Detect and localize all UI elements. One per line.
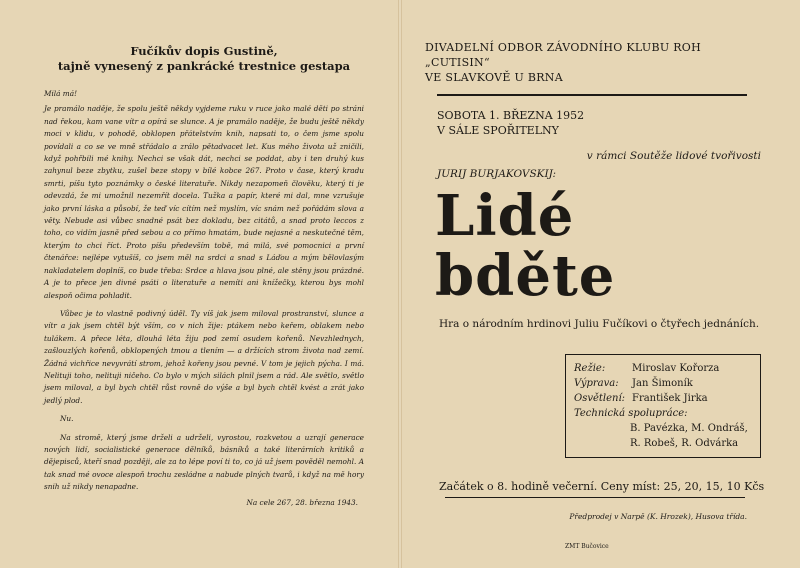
tech-names-line1: B. Pavézka, M. Ondráš,	[630, 423, 748, 434]
letter-body	[44, 88, 364, 494]
letter-paragraph-2: Vůbec je to vlastně podivný úděl. Ty víš jak jsem miloval prostranství, slunce a vítr a jak jsem chtěl být vším, co v nich žije: ptákem nebo keřem, oblakem nebo tulákem. A přece léta, dlouhá léta žiju pod zemí osudem kořenů. Nevzhlednych, zašlouzlých kořenů, obklopených tmou a tlením — a držících strom života nad zemí. Žádná vichřice nevyvrátí strom, jehož kořeny jsou pevné. V tom je jejich pýcha. I má. Nelituji toho, nelituji ničeho. Co bylo v mých silách plnil jsem a rád. Ale světlo, světlo jsem miloval, a byl bych chtěl růst rovně do výše a byl bych chtěl kvést a zrát jako jedlý plod.	[44, 308, 364, 405]
printer-mark: ZMT Bučovice	[565, 543, 609, 550]
playbill-page	[425, 40, 765, 550]
event-date: SOBOTA 1. BŘEZNA 1952	[437, 109, 585, 122]
page-fold	[398, 0, 402, 568]
tech-label: Technická spolupráce:	[574, 408, 688, 419]
tech-names-line2: R. Robeš, R. Odvárka	[630, 438, 739, 449]
credit-row	[574, 376, 752, 391]
divider-top	[437, 94, 747, 96]
organizer	[425, 40, 765, 85]
letter-title-line1: Fučíkův dopis Gustině,	[130, 44, 278, 58]
organizer-line2: VE SLAVKOVĚ U BRNA	[425, 71, 563, 84]
letter-paragraph-1: Je pramálo naděje, že spolu ještě někdy vyjdeme ruku v ruce jako malé děti po stráni nad řekou, kam vane vítr a opírá se slunce. A je pramálo naděje, že budu ještě někdy moci v klidu, v pohodě, obklopen přátelstvím knih, napsati to, o čem jsme spolu povídali a co se ve mně střádalo a zrálo pětadvacet let. Kus mého života už zničili, když pohřbili mé knihy. Nechci se však dát, nechci se poddat, aby i ten druhý kus zahynul beze zbytku, zušel beze stopy v bílé kobce 267. Proto v čase, který kradu smrti, píšu tyto poznámky o české literatuře. Nikdy nezapomeň člověku, který ti je odevzdá, že mi umožnil nezemřít docela. Tužka a papír, které mi dal, mne vzrušuje jako první láska a působí, že teď víc cítím než myslím, víc snám než pořádám slova a věty. Nebude asi vůbec snadné psát bez dokladu, bez citátů, a snad proto leccos z toho, co vidím jasně před sebou a co přímo hmatám, bude nejasné a neskutečné těm, kterým to chci říct. Proto píšu především tobě, má milá, své pomocnici a první čtenářce: nejlépe vytušíš, co jsem měl na srdci a snad s Láďou a mým bělovlasým nakladatelem doplníš, co bude třeba: Srdce a hlava jsou plné, ale stěny jsou prázdné. A je to přece jen divné psáti o literatuře a nemíti ani knížečky, kterou bys mohl alespoň očima pohladit.	[44, 104, 364, 300]
event-date-venue	[437, 108, 765, 138]
credit-role: Osvětlení:	[574, 393, 626, 404]
letter-paragraph-4: Na stromě, který jsme drželi a udrželi, vyrostou, rozkvetou a uzrají generace nových lidí, socialistické generace dělníků, básníků a také literárních kritiků a dějepisců, kteří snad později, ale za to lépe poví ti to, co já už jsem pověděl nemohl. A tak snad mé ovoce alespoň trochu zesládne a nabude plných tvarů, i když na mě hory snih už nikdy nenapadne.	[44, 432, 364, 492]
letter-paragraph-3: Nu.	[60, 414, 74, 424]
play-subtitle: Hra o národním hrdinovi Juliu Fučíkovi o čtyřech jednáních.	[439, 318, 760, 330]
presale-note: Předprodej v Narpě (K. Hrozek), Husova třída.	[569, 512, 747, 521]
credit-name: Miroslav Kořorza	[632, 363, 720, 374]
letter-page	[44, 44, 364, 507]
credit-role: Výprava:	[574, 378, 619, 389]
credits-box	[565, 354, 761, 458]
divider-bottom	[445, 497, 745, 498]
event-venue: V SÁLE SPOŘITELNY	[437, 124, 559, 137]
start-and-prices: Začátek o 8. hodině večerní. Ceny míst: 25, 20, 15, 10 Kčs	[439, 480, 765, 493]
credit-name: Jan Šimoník	[632, 378, 693, 389]
letter-signature: Na cele 267, 28. března 1943.	[246, 497, 358, 507]
play-title: Lidé bděte	[435, 183, 616, 309]
letter-salutation: Milá má!	[44, 89, 78, 98]
play-author: JURIJ BURJAKOVSKIJ:	[437, 168, 556, 180]
credit-row	[574, 361, 752, 376]
credit-name: František Jirka	[632, 393, 708, 404]
credit-role: Režie:	[574, 363, 606, 374]
letter-title-line2: tajně vynesený z pankrácké trestnice gestapa	[57, 59, 351, 73]
contest-note: v rámci Soutěže lidové tvořivosti	[586, 150, 761, 162]
credit-row	[574, 391, 752, 406]
organizer-line1: DIVADELNÍ ODBOR ZÁVODNÍHO KLUBU ROH „CUTISIN“	[425, 41, 701, 69]
letter-title	[44, 44, 364, 74]
